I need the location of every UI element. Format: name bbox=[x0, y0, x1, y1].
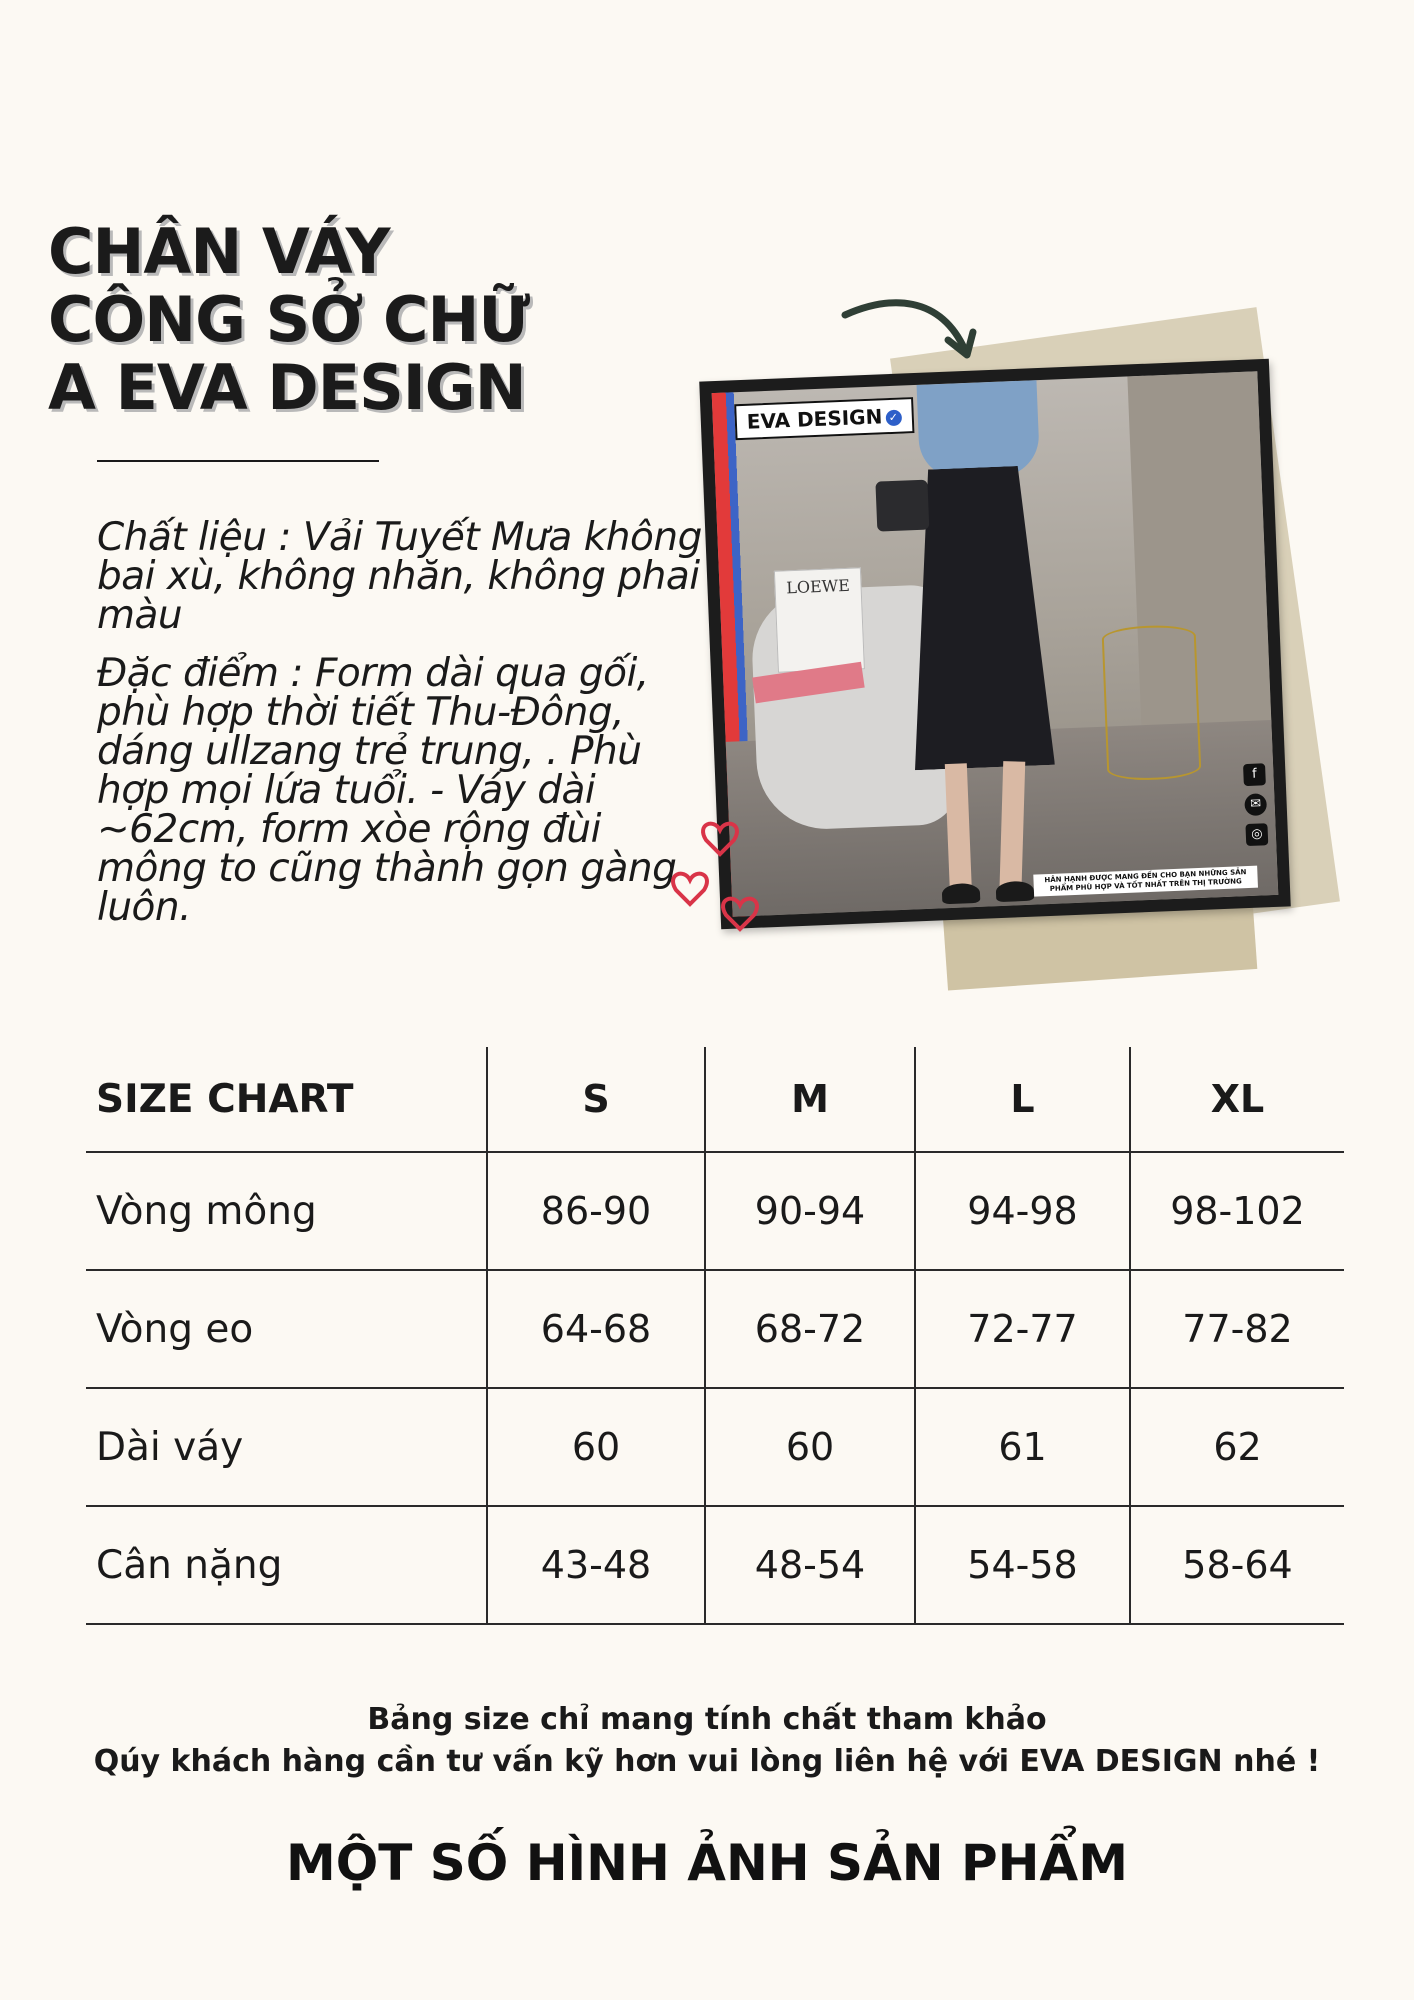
table-cell: 90-94 bbox=[705, 1152, 915, 1270]
product-photo-collage bbox=[680, 290, 1360, 980]
side-table bbox=[1101, 624, 1201, 782]
contact-note: Qúy khách hàng cần tư vấn kỹ hơn vui lòng liên hệ với EVA DESIGN nhé ! bbox=[93, 1744, 1321, 1779]
table-cell: 86-90 bbox=[487, 1152, 705, 1270]
shopping-bag: LOEWE bbox=[774, 567, 865, 672]
size-header-l: L bbox=[915, 1047, 1130, 1152]
title-divider bbox=[97, 460, 379, 462]
table-cell: 61 bbox=[915, 1388, 1130, 1506]
row-label-weight: Cân nặng bbox=[86, 1506, 487, 1624]
hearts-icon bbox=[660, 810, 780, 940]
messenger-icon: ✉ bbox=[1244, 793, 1267, 816]
table-cell: 72-77 bbox=[915, 1270, 1130, 1388]
table-cell: 94-98 bbox=[915, 1152, 1130, 1270]
row-label-hip: Vòng mông bbox=[86, 1152, 487, 1270]
curved-arrow-icon bbox=[840, 290, 990, 370]
table-cell: 54-58 bbox=[915, 1506, 1130, 1624]
product-photo-frame bbox=[699, 359, 1291, 929]
size-chart-label: SIZE CHART bbox=[96, 1076, 354, 1122]
title-line-3: A EVA DESIGN bbox=[48, 351, 526, 424]
title-line-1: CHÂN VÁY bbox=[48, 215, 390, 288]
size-header-m: M bbox=[705, 1047, 915, 1152]
facebook-icon: f bbox=[1243, 763, 1266, 786]
handbag bbox=[875, 480, 929, 532]
size-chart-header bbox=[86, 1047, 1344, 1152]
table-cell: 48-54 bbox=[705, 1506, 915, 1624]
table-cell: 43-48 bbox=[487, 1506, 705, 1624]
table-cell: 60 bbox=[487, 1388, 705, 1506]
table-cell: 64-68 bbox=[487, 1270, 705, 1388]
row-label-waist: Vòng eo bbox=[86, 1270, 487, 1388]
size-header-s: S bbox=[487, 1047, 705, 1152]
product-title bbox=[48, 215, 608, 424]
verified-check-icon: ✓ bbox=[885, 409, 902, 426]
reference-note: Bảng size chỉ mang tính chất tham khảo bbox=[367, 1702, 1047, 1737]
table-row bbox=[86, 1388, 1344, 1506]
table-row bbox=[86, 1152, 1344, 1270]
title-line-2: CÔNG SỞ CHỮ bbox=[48, 283, 530, 356]
table-cell: 68-72 bbox=[705, 1270, 915, 1388]
table-cell: 58-64 bbox=[1130, 1506, 1344, 1624]
table-row bbox=[86, 1506, 1344, 1624]
table-row bbox=[86, 1270, 1344, 1388]
table-cell: 62 bbox=[1130, 1388, 1344, 1506]
brand-badge-label: EVA DESIGN bbox=[746, 404, 883, 434]
product-photo bbox=[712, 371, 1279, 916]
instagram-icon: ◎ bbox=[1245, 823, 1268, 846]
feature-description: Đặc điểm : Form dài qua gối, phù hợp thời tiết Thu-Đông, dáng ullzang trẻ trung, . Phù hợp mọi lứa tuổi. - Váy dài ~62cm, form xòe rộng đùi mông to cũng thành gọn gàng luôn. bbox=[97, 651, 677, 930]
table-cell: 77-82 bbox=[1130, 1270, 1344, 1388]
row-label-length: Dài váy bbox=[86, 1388, 487, 1506]
brand-badge bbox=[734, 397, 914, 440]
table-cell: 98-102 bbox=[1130, 1152, 1344, 1270]
photo-tagline: HÂN HẠNH ĐƯỢC MANG ĐẾN CHO BẠN NHỮNG SẢN PHẨM PHÙ HỢP VÀ TỐT NHẤT TRÊN THỊ TRƯỜNG bbox=[1033, 866, 1258, 897]
material-description: Chất liệu : Vải Tuyết Mưa không bai xù, không nhăn, không phai màu bbox=[97, 515, 702, 638]
table-cell: 60 bbox=[705, 1388, 915, 1506]
product-images-heading: MỘT SỐ HÌNH ẢNH SẢN PHẨM bbox=[286, 1834, 1128, 1892]
model-blouse bbox=[917, 380, 1041, 480]
size-header-xl: XL bbox=[1130, 1047, 1344, 1152]
size-chart-table bbox=[86, 1047, 1344, 1625]
